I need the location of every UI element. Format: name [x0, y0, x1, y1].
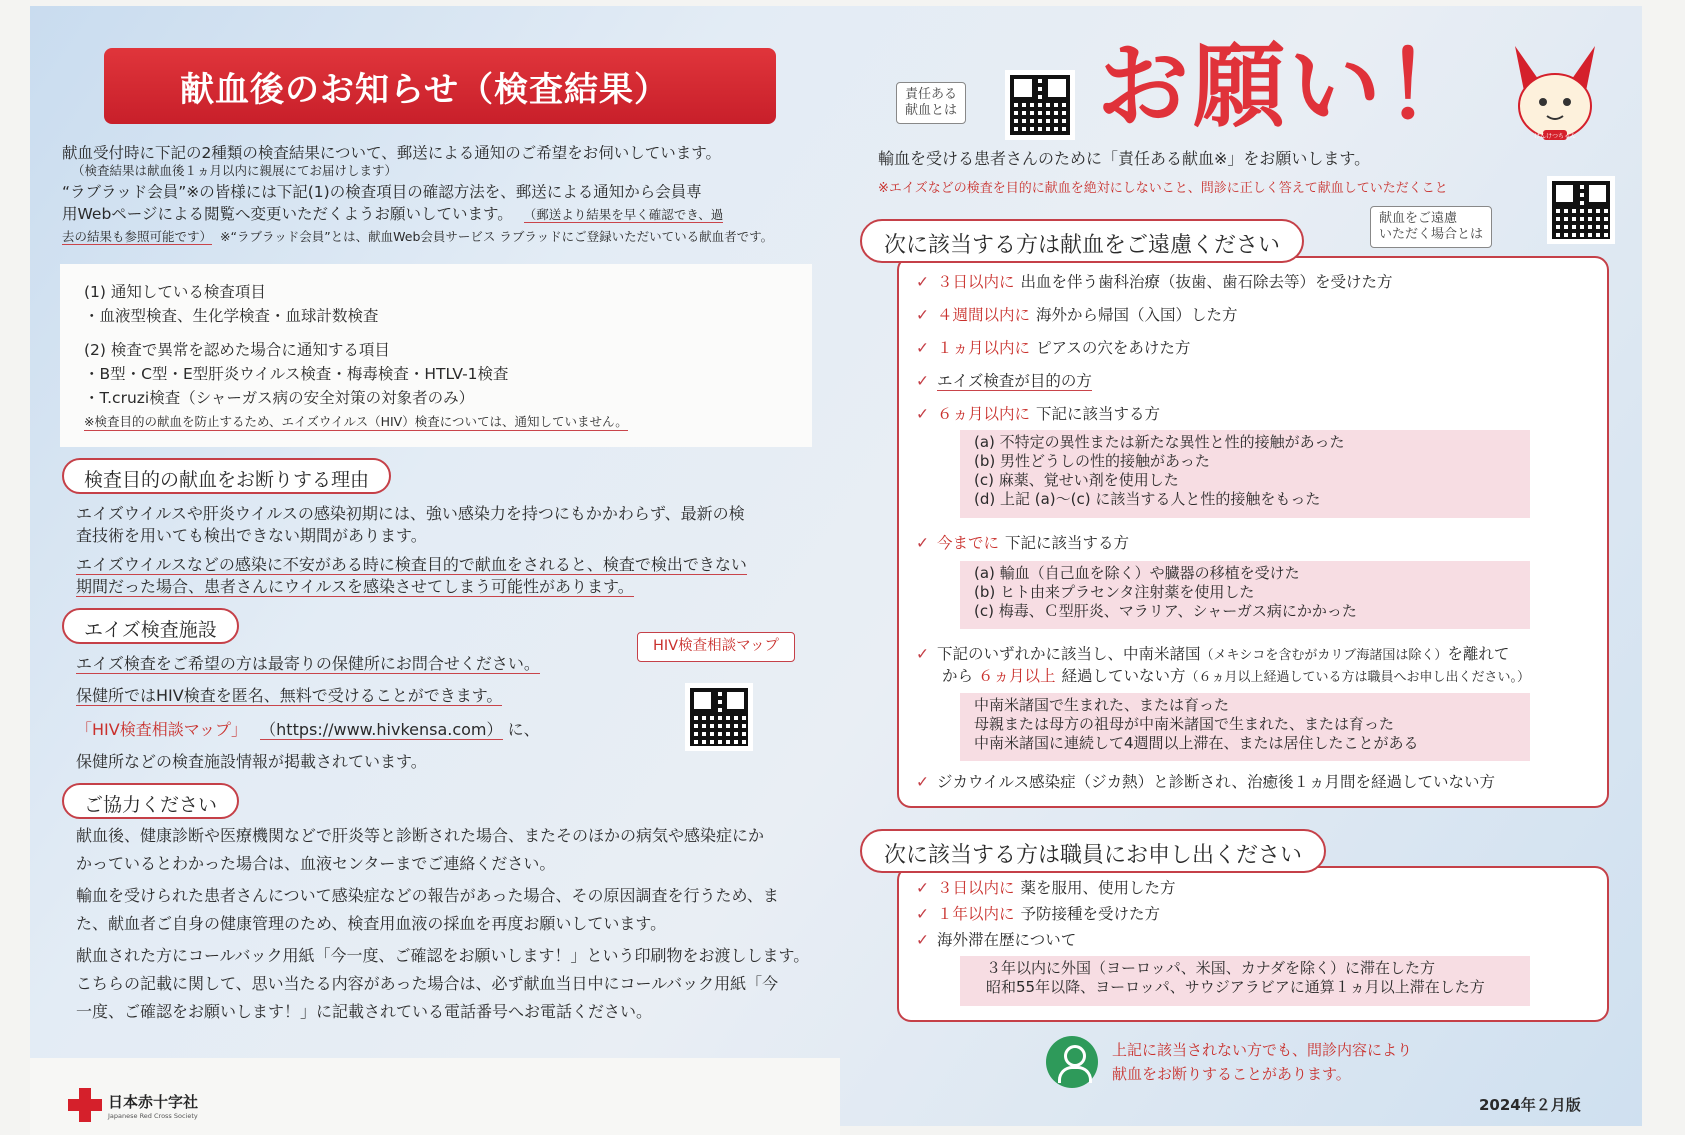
subbox-line: (b) ヒト由来プラセンタ注射薬を使用した — [974, 583, 1255, 601]
refrain-item-latin-line-2 — [942, 664, 1530, 686]
item-prefix: ３日以内に — [937, 273, 1015, 291]
item-prefix: ３日以内に — [937, 879, 1015, 897]
subbox-line: 中南米諸国に連続して4週間以上滞在、または居住したことがある — [974, 734, 1419, 752]
cooperate-p1-line-1: 献血後、健康診断や医療機関などで肝炎等と診断された場合、またそのほかの病気や感染症にか — [76, 826, 765, 845]
item-text: 下記に該当する方 — [1036, 405, 1161, 423]
item-text: 下記に該当する方 — [1005, 534, 1130, 552]
report-subbox — [960, 956, 1530, 1006]
notice-heading-2: (2) 検査で異常を認めた場合に通知する項目 — [84, 341, 390, 359]
report-item-3 — [916, 928, 1076, 950]
check-icon: ✓ — [916, 372, 929, 390]
item-text: 海外から帰国（入国）した方 — [1036, 306, 1238, 324]
subbox-line: (d) 上記 (a)〜(c) に該当する人と性的接触をもった — [974, 490, 1321, 508]
mascot-tag: けんけつちゃん — [1533, 134, 1577, 140]
item-text: から — [942, 667, 974, 685]
intro-line-5 — [62, 226, 773, 248]
refrain-item-4 — [916, 369, 1092, 391]
item-prefix: ６ヵ月以上 — [977, 667, 1056, 685]
refrain-item-past — [916, 531, 1129, 553]
refrain-item-zika — [916, 770, 1495, 792]
facility-line-2 — [76, 682, 502, 710]
refrain-callout-line-2: いただく場合とは — [1379, 227, 1484, 242]
check-icon: ✓ — [916, 879, 929, 897]
subbox-line: (b) 男性どうしの性的接触があった — [974, 452, 1210, 470]
check-icon: ✓ — [916, 339, 929, 357]
reason-p1-line-2: 査技術を用いても検出できない期間があります。 — [76, 526, 427, 545]
item-text-small: （６ヵ月以上経過している方は職員へお申し出ください。） — [1185, 670, 1530, 685]
refrain-item-1 — [916, 270, 1393, 292]
bottom-notice — [1046, 1036, 1412, 1088]
refrain-label: 次に該当する方は献血をご遠慮ください — [860, 219, 1304, 263]
subbox-line: (c) 麻薬、覚せい剤を使用した — [974, 471, 1179, 489]
intro-line-1: 献血受付時に下記の2種類の検査結果について、郵送による通知のご希望をお伺いしています。 — [62, 144, 722, 162]
cooperate-p3-line-3: 一度、ご確認をお願いします！」に記載されている電話番号へお電話ください。 — [76, 1002, 653, 1021]
check-icon: ✓ — [916, 273, 929, 291]
facility-line-1 — [76, 650, 540, 678]
reason-p2-line-2 — [76, 573, 634, 601]
logo-subtitle: Japanese Red Cross Society — [108, 1111, 198, 1120]
check-icon: ✓ — [916, 773, 929, 791]
responsible-donation-callout — [896, 82, 966, 124]
notice-heading-1: (1) 通知している検査項目 — [84, 283, 266, 301]
subbox-line: (a) 不特定の異性または新たな異性と性的接触があった — [974, 433, 1345, 451]
subbox-line: (a) 輸血（自己血を除く）や臓器の移植を受けた — [974, 564, 1300, 582]
callout-line-1: 責任ある — [905, 87, 958, 102]
item-text: 薬を服用、使用した方 — [1020, 879, 1176, 897]
reason-label: 検査目的の献血をお断りする理由 — [62, 458, 391, 494]
refrain-subbox-2 — [960, 561, 1530, 629]
item-text: 海外滞在歴について — [937, 931, 1077, 949]
check-icon: ✓ — [916, 931, 929, 949]
notice-item-2: ・B型・C型・E型肝炎ウイルス検査・梅毒検査・HTLV-1検査 — [84, 365, 509, 383]
logo-text-block — [108, 1091, 198, 1120]
cooperate-label: ご協力ください — [62, 783, 239, 819]
subbox-line: 昭和55年以降、ヨーロッパ、サウジアラビアに通算１ヵ月以上滞在した方 — [986, 978, 1485, 996]
responsible-donation-qr-code[interactable] — [1005, 70, 1075, 140]
item-prefix: ４週間以内に — [937, 306, 1031, 324]
check-icon: ✓ — [916, 645, 929, 663]
check-icon: ✓ — [916, 905, 929, 923]
callout-line-2: 献血とは — [905, 103, 958, 118]
notice-item-3: ・T.cruzi検査（シャーガス病の安全対策の対象者のみ） — [84, 389, 475, 407]
intro-line-2: （検査結果は献血後１ヵ月以内に親展にてお届けします） — [72, 163, 398, 178]
logo-name: 日本赤十字社 — [108, 1092, 199, 1111]
subbox-line: 母親または母方の祖母が中南米諸国で生まれた、または育った — [974, 715, 1395, 733]
subbox-line: (c) 梅毒、Ｃ型肝炎、マラリア、シャーガス病にかかった — [974, 602, 1357, 620]
item-text-end: を離れて — [1447, 645, 1510, 663]
refrain-callout — [1370, 206, 1492, 248]
hiv-map-name: 「HIV検査相談マップ」 — [76, 720, 248, 739]
item-text: 下記のいずれかに該当し、中南米諸国 — [937, 645, 1201, 663]
bottom-notice-line-2: 献血をお断りすることがあります。 — [1112, 1065, 1351, 1083]
bottom-notice-text — [1112, 1038, 1412, 1086]
refrain-subbox-3 — [960, 693, 1530, 761]
refrain-item-5 — [916, 402, 1160, 424]
edition-date: 2024年２月版 — [1479, 1096, 1581, 1114]
subbox-line: 中南米諸国で生まれた、または育った — [974, 696, 1230, 714]
cooperate-p2-line-2: た、献血者ご自身の健康管理のため、検査用血液の採血を再度お願いしています。 — [76, 914, 667, 933]
item-prefix: １年以内に — [937, 905, 1015, 923]
qr-pattern — [1010, 75, 1070, 135]
intro-line-4-note: （郵送より結果を早く確認でき、過 — [523, 207, 724, 222]
refrain-callout-line-1: 献血をご遠慮 — [1379, 211, 1458, 226]
jrc-logo — [68, 1088, 198, 1122]
check-icon: ✓ — [916, 534, 929, 552]
cooperate-p2-line-1: 輸血を受けられた患者さんについて感染症などの報告があった場合、その原因調査を行うため、ま — [76, 886, 779, 905]
facility-label: エイズ検査施設 — [62, 608, 239, 644]
page-title: 献血後のお知らせ（検査結果） — [104, 48, 776, 124]
facility-line-3 — [76, 716, 540, 744]
refrain-item-latin-line-1 — [916, 642, 1509, 664]
item-text: 出血を伴う歯科治療（抜歯、歯石除去等）を受けた方 — [1020, 273, 1393, 291]
refrain-subbox-1 — [960, 430, 1530, 518]
onegai-headline: お願い！ — [1097, 33, 1482, 140]
report-label: 次に該当する方は職員にお申し出ください — [860, 829, 1326, 873]
item-text: ピアスの穴をあけた方 — [1036, 339, 1191, 357]
intro-line-3: “ラブラッド会員”※の皆様には下記(1)の検査項目の確認方法を、郵送による通知から会員専 — [62, 183, 702, 201]
item-text: 予防接種を受けた方 — [1020, 905, 1161, 923]
qr-pattern — [1552, 181, 1610, 239]
notice-box — [60, 264, 812, 447]
item-prefix: ６ヵ月以内に — [937, 405, 1031, 423]
intro-line-5-note: 去の結果も参照可能です） — [62, 229, 213, 244]
mascot-illustration — [1495, 38, 1615, 148]
cooperate-p3-line-1: 献血された方にコールバック用紙「今一度、ご確認をお願いします！」という印刷物をお渡しします。 — [76, 946, 810, 965]
item-text: エイズ検査が目的の方 — [937, 372, 1092, 390]
refrain-qr-code[interactable] — [1547, 176, 1615, 244]
check-icon: ✓ — [916, 405, 929, 423]
hiv-map-url-link[interactable]: （https://www.hivkensa.com） — [260, 720, 503, 739]
item-prefix: １ヵ月以内に — [937, 339, 1031, 357]
refrain-item-2 — [916, 303, 1238, 325]
bottom-notice-line-1: 上記に該当されない方でも、問診内容により — [1112, 1041, 1413, 1059]
cooperate-p1-line-2: かっているとわかった場合は、血液センターまでご連絡ください。 — [76, 854, 556, 873]
facility-line-3-end: に、 — [507, 720, 540, 739]
red-cross-icon — [68, 1088, 102, 1122]
staff-person-icon — [1046, 1036, 1098, 1088]
cooperate-p3-line-2: こちらの記載に関して、思い当たる内容があった場合は、必ず献血当日中にコールバック用紙「今 — [76, 974, 779, 993]
report-item-2 — [916, 902, 1160, 924]
reason-p2-line-2-text: 期間だった場合、患者さんにウイルスを感染させてしまう可能性があります。 — [76, 577, 634, 596]
facility-line-2-text: 保健所ではHIV検査を匿名、無料で受けることができます。 — [76, 686, 503, 705]
notice-hiv-note: ※検査目的の献血を防止するため、エイズウイルス（HIV）検査については、通知していません。 — [84, 414, 628, 429]
intro-line-4-text: 用Webページによる閲覧へ変更いただくようお願いしています。 — [62, 205, 513, 223]
facility-line-4: 保健所などの検査施設情報が掲載されています。 — [76, 752, 427, 771]
reason-p1-line-1: エイズウイルスや肝炎ウイルスの感染初期には、強い感染力を持つにもかかわらず、最新の検 — [76, 504, 745, 523]
right-intro: 輸血を受ける患者さんのために「責任ある献血※」をお願いします。 — [878, 149, 1371, 168]
reason-p2-line-1-text: エイズウイルスなどの感染に不安がある時に検査目的で献血をされると、検査で検出できない — [76, 555, 747, 574]
notice-item-1: ・血液型検査、生化学検査・血球計数検査 — [84, 307, 379, 325]
lovebrad-note: ※“ラブラッド会員”とは、献血Web会員サービス ラブラッドにご登録いただいている献血者です。 — [220, 229, 774, 244]
item-text-small: （メキシコを含むがカリブ海諸国は除く） — [1200, 648, 1448, 663]
subbox-line: ３年以内に外国（ヨーロッパ、米国、カナダを除く）に滞在した方 — [986, 959, 1435, 977]
hiv-map-callout: HIV検査相談マップ — [637, 632, 795, 662]
check-icon: ✓ — [916, 306, 929, 324]
item-text: ジカウイルス感染症（ジカ熱）と診断され、治癒後１ヵ月間を経過していない方 — [937, 773, 1496, 791]
item-text-mid: 経過していない方 — [1061, 667, 1186, 685]
facility-line-1-text: エイズ検査をご希望の方は最寄りの保健所にお問合せください。 — [76, 654, 540, 673]
intro-line-4 — [62, 203, 723, 226]
qr-pattern — [690, 688, 748, 746]
right-note: ※エイズなどの検査を目的に献血を絶対にしないこと、問診に正しく答えて献血していただくこと — [878, 181, 1448, 196]
report-item-1 — [916, 876, 1176, 898]
hiv-map-qr-code[interactable] — [685, 683, 753, 751]
item-prefix: 今までに — [937, 534, 1000, 552]
refrain-item-3 — [916, 336, 1190, 358]
